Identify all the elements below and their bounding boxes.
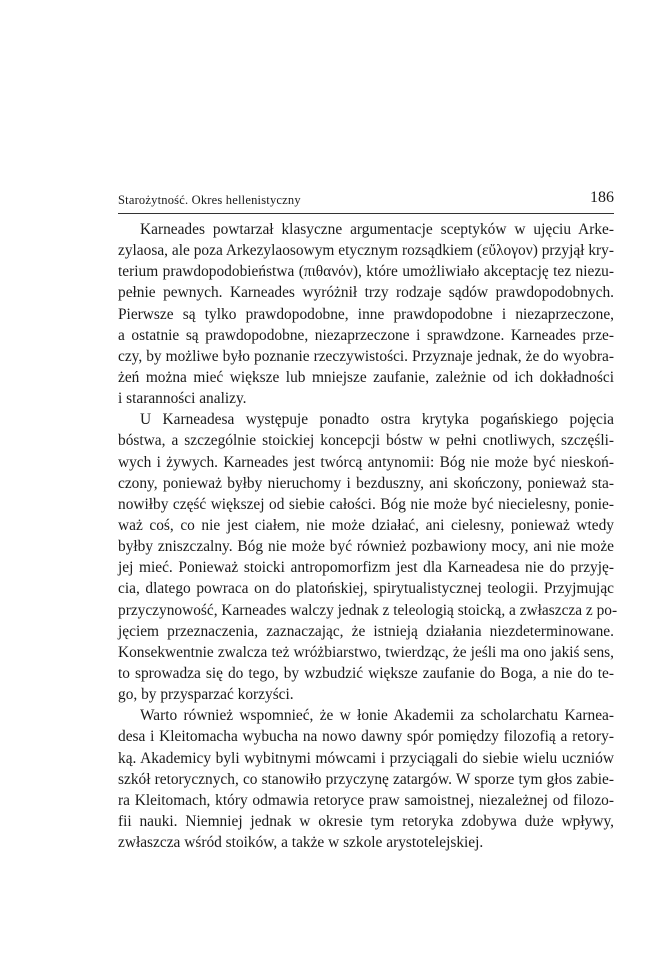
running-title: Starożytność. Okres hellenistyczny: [118, 193, 301, 207]
running-header: [118, 189, 614, 214]
text-line: jęciem przeznaczenia, zaznaczając, że istnieją działania niezdeterminowane.: [118, 622, 614, 640]
text-line: zwłaszcza wśród stoików, a także w szkole arystotelejskiej.: [118, 834, 484, 852]
text-line: pełnie pewnych. Karneades wyróżnił trzy rodzaje sądów prawdopodobnych.: [118, 284, 614, 302]
text-line: cia, dlatego powraca on do platońskiej, spirytualistycznej teologii. Przyjmując: [118, 580, 614, 598]
text-line: wych i żywych. Karneades jest twórcą antynomii: Bóg nie może być nieskoń-: [118, 453, 614, 471]
text-line: i staranności analizy.: [118, 390, 247, 408]
text-line: U Karneadesa występuje ponadto ostra krytyka pogańskiego pojęcia: [140, 411, 614, 429]
text-line: to sprowadza się do tego, by wzbudzić większe zaufanie do Boga, a nie do te-: [118, 664, 614, 682]
text-line: terium prawdopodobieństwa (πιθανόν), które umożliwiało akceptację tez niezu-: [118, 263, 614, 281]
text-line: czony, ponieważ byłby nieruchomy i bezduszny, ani skończony, ponieważ sta-: [118, 474, 614, 492]
text-line: fii nauki. Niemniej jednak w okresie tym retoryka zdobywa duże wpływy,: [118, 812, 614, 830]
text-line: ką. Akademicy byli wybitnymi mówcami i przyciągali do siebie wielu uczniów: [118, 749, 614, 767]
text-line: waż coś, co nie jest ciałem, nie może działać, ani cielesny, ponieważ wtedy: [118, 516, 614, 534]
text-line: byłby zniszczalny. Bóg nie może być również pozbawiony mocy, ani nie może: [118, 538, 614, 556]
text-line: a ostatnie są prawdopodobne, niezaprzeczone i sprawdzone. Karneades prze-: [118, 326, 614, 344]
text-line: przyczynowość, Karneades walczy jednak z teleologią stoicką, a zwłaszcza z po-: [118, 601, 618, 619]
body-text: [118, 219, 618, 853]
text-line: Warto również wspomnieć, że w łonie Akademii za scholarchatu Karnea-: [140, 707, 614, 725]
text-line: jej mieć. Ponieważ stoicki antropomorfizm jest dla Karneadesa nie do przyję-: [118, 559, 614, 577]
text-line: ra Kleitomach, który odmawia retoryce praw samoistnej, niezależnej od filozo-: [118, 791, 614, 809]
text-line: bóstwa, a szczególnie stoickiej koncepcji bóstw w pełni cnotliwych, szczęśli-: [118, 432, 614, 450]
text-line: czy, by możliwe było poznanie rzeczywistości. Przyznaje jednak, że do wyobra-: [118, 347, 614, 365]
paragraph-3: [118, 705, 614, 853]
text-line: Karneades powtarzał klasyczne argumentacje sceptyków w ujęciu Arke-: [140, 221, 614, 238]
text-line: zylaosa, ale poza Arkezylaosowym etycznym rozsądkiem (εὔλογον) przyjął kry-: [118, 242, 614, 260]
text-line: nowiłby część większej od siebie całości. Bóg nie może być niecielesny, ponie-: [118, 495, 614, 513]
text-line: desa i Kleitomacha wybucha na nowo dawny spór pomiędzy filozofią a retory-: [118, 728, 614, 746]
paragraph-2: [118, 409, 618, 705]
text-line: Pierwsze są tylko prawdopodobne, inne prawdopodobne i niezaprzeczone,: [118, 305, 614, 323]
paragraph-1: [118, 219, 614, 409]
page-number: 186: [590, 189, 614, 206]
text-line: żeń można mieć większe lub mniejsze zaufanie, zależnie od ich dokładności: [118, 368, 614, 386]
text-line: go, by przysparzać korzyści.: [118, 686, 294, 704]
text-line: Konsekwentnie zwalcza też wróżbiarstwo, twierdząc, że jeśli ma ono jakiś sens,: [118, 643, 614, 661]
text-line: szkół retorycznych, co stanowiło przyczynę zatargów. W sporze tym głos zabie-: [118, 770, 614, 788]
